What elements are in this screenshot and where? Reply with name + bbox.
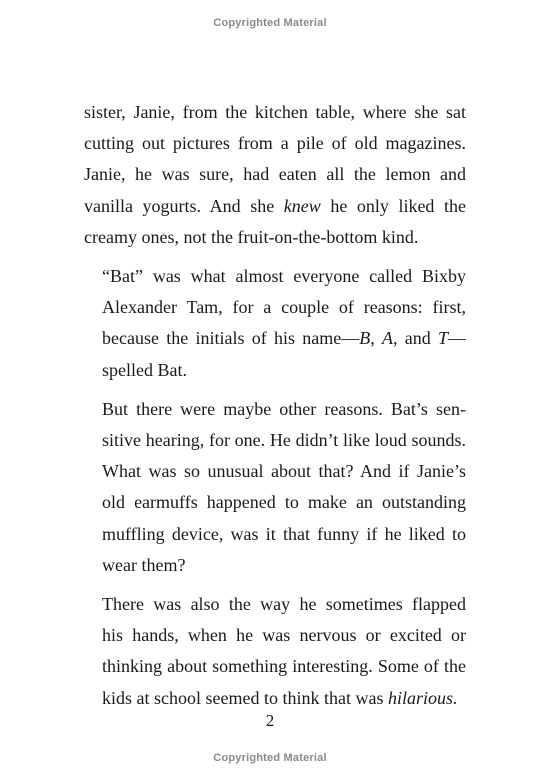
italic-emphasis: T: [438, 328, 449, 349]
text-line: What was so unusual about that? And if Janie’s: [102, 461, 466, 482]
text-line: muffling device, was it that funny if he liked to: [102, 523, 466, 544]
text-line: because the initials of his name—B, A, and T—: [102, 328, 467, 349]
italic-emphasis: B: [359, 328, 371, 349]
text-line: But there were maybe other reasons. Bat’s sen-: [102, 398, 466, 419]
copyright-footer: Copyrighted Material: [213, 752, 327, 764]
italic-emphasis: A: [381, 328, 393, 349]
book-body-text: [84, 97, 466, 722]
text-line: wear them?: [102, 554, 186, 575]
text-line: his hands, when he was nervous or excited or: [102, 625, 466, 646]
paragraph: [84, 394, 466, 581]
paragraph: [84, 261, 466, 386]
text-line: vanilla yogurts. And she knew he only liked the: [84, 195, 466, 216]
text-line: cutting out pictures from a pile of old magazines.: [84, 133, 466, 154]
text-line: “Bat” was what almost everyone called Bixby: [102, 266, 466, 287]
page-number: 2: [265, 711, 275, 730]
text-line: thinking about something interesting. Some of the: [102, 656, 466, 677]
text-line: Alexander Tam, for a couple of reasons: first,: [102, 297, 466, 318]
italic-emphasis: hilarious.: [387, 687, 458, 708]
text-line: Janie, he was sure, had eaten all the lemon and: [84, 164, 466, 185]
text-line: kids at school seemed to think that was hilarious.: [102, 687, 458, 708]
text-line: spelled Bat.: [102, 359, 187, 380]
text-line: sitive hearing, for one. He didn’t like loud sounds.: [102, 430, 466, 451]
text-line: sister, Janie, from the kitchen table, where she sat: [84, 102, 466, 122]
text-line: There was also the way he sometimes flapped: [102, 594, 466, 615]
paragraph: [84, 97, 466, 253]
italic-emphasis: knew: [283, 195, 321, 216]
text-line: creamy ones, not the fruit-on-the-bottom kind.: [84, 226, 419, 247]
text-line: old earmuffs happened to make an outstanding: [102, 492, 466, 513]
paragraph: [84, 589, 466, 714]
copyright-header: Copyrighted Material: [213, 17, 327, 29]
